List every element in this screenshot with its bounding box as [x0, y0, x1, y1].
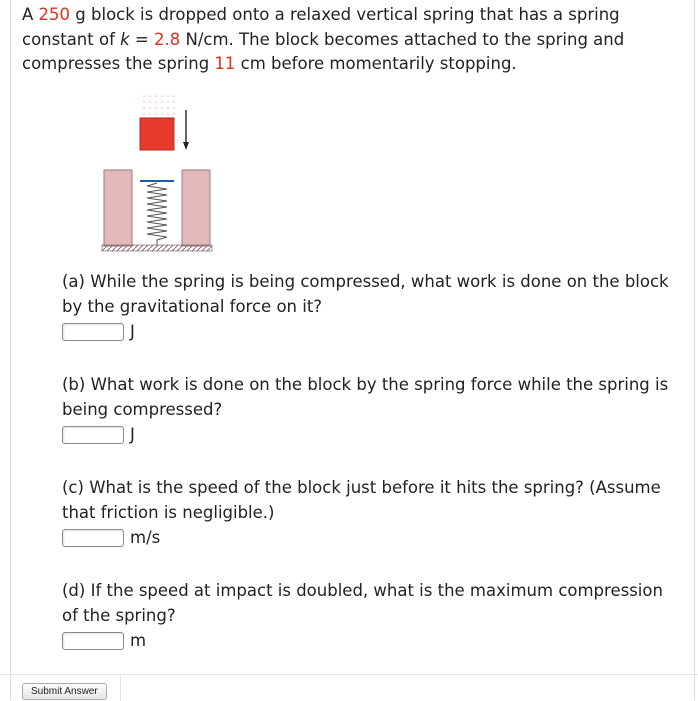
submit-answer-button[interactable]: Submit Answer	[22, 683, 107, 700]
spring-constant-value: 2.8	[154, 29, 181, 49]
part-b	[62, 373, 682, 446]
submit-bar	[0, 674, 698, 701]
mass-value: 250	[38, 5, 71, 24]
part-c	[62, 476, 682, 549]
answer-input[interactable]	[62, 529, 124, 547]
divider	[120, 675, 121, 701]
right-wall	[182, 170, 210, 246]
unit-label: J	[130, 321, 135, 341]
question-text: (b) What work is done on the block by the spring force while the spring is being compressed?	[62, 375, 669, 419]
block-ghost-trail	[140, 92, 176, 118]
question-text: (d) If the speed at impact is doubled, what is the maximum compression of the spring?	[62, 581, 663, 625]
question-text: (c) What is the speed of the block just before it hits the spring? (Assume that friction is negligible.)	[62, 478, 661, 522]
compression-value: 11	[214, 54, 236, 73]
question-text: (a) While the spring is being compressed, what work is done on the block by the gravitational force on it?	[62, 272, 669, 316]
spring-coil	[147, 183, 167, 246]
ground	[102, 245, 212, 251]
answer-input[interactable]	[62, 323, 124, 341]
falling-block	[140, 118, 174, 150]
problem-statement: A 250 g block is dropped onto a relaxed vertical spring that has a spring constant of k = 2.8 N/cm. The block becomes attached to the spring and compresses the spring 11 cm before momentarily stopping.	[22, 5, 625, 73]
block-spring-figure	[100, 88, 216, 258]
part-a	[62, 270, 682, 343]
left-wall	[104, 170, 132, 246]
unit-label: m	[130, 630, 147, 650]
down-arrow-icon	[183, 110, 189, 150]
unit-label: J	[130, 424, 135, 444]
unit-label: m/s	[130, 527, 161, 547]
answer-input[interactable]	[62, 632, 124, 650]
part-d	[62, 579, 682, 652]
answer-input[interactable]	[62, 426, 124, 444]
